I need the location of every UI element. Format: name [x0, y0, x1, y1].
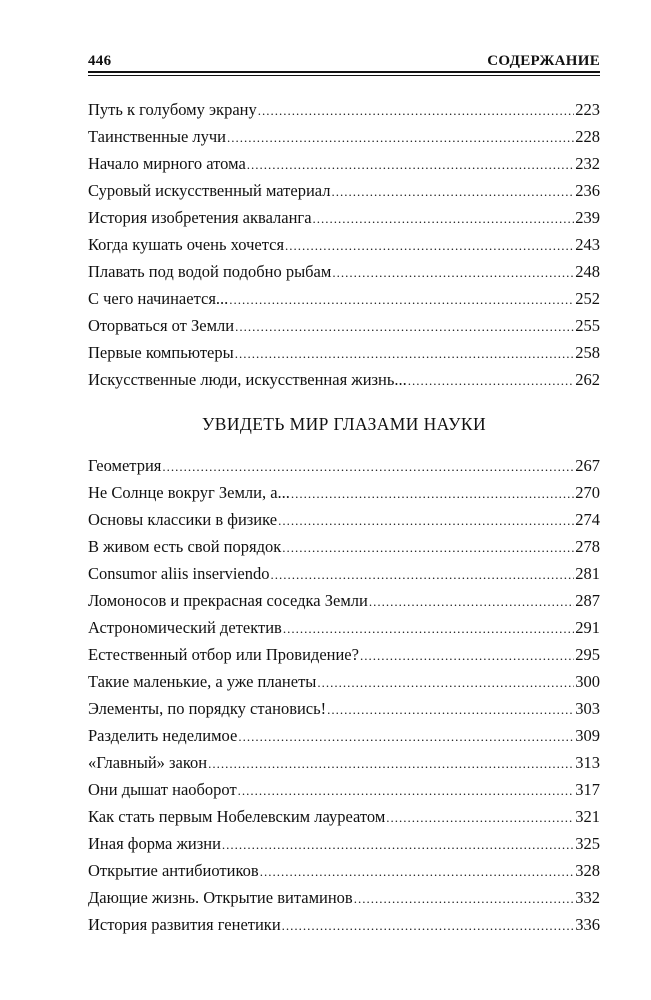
toc-entry-page: 274	[575, 510, 600, 529]
toc-entry	[88, 96, 600, 123]
toc-entry	[88, 452, 600, 479]
toc-entry-title: Оторваться от Земли	[88, 316, 235, 335]
toc-entry-title: Основы классики в физике	[88, 510, 278, 529]
toc-entry-page: 295	[575, 645, 600, 664]
toc-entry-page: 336	[575, 915, 600, 934]
toc-entry-title: Начало мирного атома	[88, 154, 246, 173]
toc-entry-page: 262	[575, 370, 600, 389]
dot-leader	[327, 696, 574, 723]
toc-entry	[88, 695, 600, 722]
page-number: 446	[88, 53, 112, 69]
section-heading: УВИДЕТЬ МИР ГЛАЗАМИ НАУКИ	[201, 414, 487, 434]
dot-leader	[260, 858, 575, 885]
toc-entry	[88, 803, 600, 830]
toc-entry-title: Искусственные люди, искусственная жизнь...	[88, 370, 407, 389]
header-rule-thick	[88, 71, 600, 73]
toc-entry-title: Астрономический детектив	[88, 618, 282, 637]
dot-leader	[285, 232, 574, 259]
dot-leader	[360, 642, 574, 669]
toc-entry-title: История изобретения акваланга	[88, 208, 312, 227]
toc-entry	[88, 857, 600, 884]
dot-leader	[162, 453, 574, 480]
toc-entry	[88, 749, 600, 776]
dot-leader	[229, 286, 574, 313]
toc-entry-page: 303	[575, 699, 600, 718]
toc-entry-page: 255	[575, 316, 600, 335]
toc-entry-title: Таинственные лучи	[88, 127, 227, 146]
dot-leader	[247, 151, 574, 178]
toc-entry-page: 313	[575, 753, 600, 772]
dot-leader	[258, 97, 575, 124]
dot-leader	[208, 750, 574, 777]
toc-entry-page: 321	[575, 807, 600, 826]
dot-leader	[278, 507, 574, 534]
dot-leader	[386, 804, 574, 831]
toc-entry-title: Плавать под водой подобно рыбам	[88, 262, 332, 281]
toc-entry	[88, 177, 600, 204]
dot-leader	[354, 885, 575, 912]
dot-leader	[235, 313, 574, 340]
toc-entry	[88, 533, 600, 560]
toc-entry-page: 232	[575, 154, 600, 173]
dot-leader	[369, 588, 574, 615]
toc-entry-title: Такие маленькие, а уже планеты	[88, 672, 317, 691]
toc-entry-page: 239	[575, 208, 600, 227]
toc-entry-page: 258	[575, 343, 600, 362]
toc-entry-page: 281	[575, 564, 600, 583]
toc-entry-title: Они дышат наоборот	[88, 780, 237, 799]
running-title: СОДЕРЖАНИЕ	[487, 53, 600, 69]
toc-entry-page: 317	[575, 780, 600, 799]
toc-entry-title: История развития генетики	[88, 915, 281, 934]
toc-entry	[88, 614, 600, 641]
toc-entry	[88, 258, 600, 285]
toc-entry-title: «Главный» закон	[88, 753, 208, 772]
toc-entry-title: Суровый искусственный материал	[88, 181, 331, 200]
toc-entry-title: С чего начинается...	[88, 289, 229, 308]
toc-entry-title: Открытие антибиотиков	[88, 861, 259, 880]
toc-entry-title: Иная форма жизни	[88, 834, 221, 853]
toc-entry	[88, 366, 600, 393]
dot-leader	[227, 124, 574, 151]
dot-leader	[331, 178, 574, 205]
toc-entry	[88, 560, 600, 587]
toc-entry-title: Путь к голубому экрану	[88, 100, 257, 119]
toc-group-2	[88, 452, 600, 938]
toc-entry-page: 248	[575, 262, 600, 281]
toc-entry-title: Ломоносов и прекрасная соседка Земли	[88, 591, 368, 610]
dot-leader	[408, 367, 574, 394]
toc-entry	[88, 776, 600, 803]
header-rule-thin	[88, 75, 600, 76]
toc-entry	[88, 285, 600, 312]
running-head	[88, 48, 600, 70]
dot-leader	[235, 340, 575, 367]
toc-entry	[88, 123, 600, 150]
toc-entry-title: Первые компьютеры	[88, 343, 234, 362]
toc-entry-page: 243	[575, 235, 600, 254]
toc-entry-title: Геометрия	[88, 456, 162, 475]
toc-entry	[88, 339, 600, 366]
toc-entry	[88, 479, 600, 506]
toc-entry-page: 228	[575, 127, 600, 146]
toc-entry-title: Дающие жизнь. Открытие витаминов	[88, 888, 353, 907]
toc-entry-page: 223	[575, 100, 600, 119]
toc-entry	[88, 830, 600, 857]
toc-entry	[88, 884, 600, 911]
toc-entry	[88, 506, 600, 533]
toc-entry-page: 332	[575, 888, 600, 907]
toc-entry	[88, 911, 600, 938]
toc-entry	[88, 150, 600, 177]
toc-entry-title: Естественный отбор или Провидение?	[88, 645, 359, 664]
toc-entry-page: 300	[575, 672, 600, 691]
dot-leader	[238, 723, 574, 750]
toc-entry-title: Разделить неделимое	[88, 726, 238, 745]
dot-leader	[283, 615, 574, 642]
toc-entry-page: 270	[575, 483, 600, 502]
toc-entry-page: 252	[575, 289, 600, 308]
toc-group-1	[88, 96, 600, 393]
dot-leader	[332, 259, 574, 286]
toc-entry-page: 291	[575, 618, 600, 637]
toc-entry-page: 328	[575, 861, 600, 880]
dot-leader	[282, 534, 574, 561]
dot-leader	[222, 831, 574, 858]
toc-entry-page: 236	[575, 181, 600, 200]
toc-entry	[88, 204, 600, 231]
toc-entry	[88, 641, 600, 668]
dot-leader	[291, 480, 574, 507]
toc-entry-title: В живом есть свой порядок	[88, 537, 282, 556]
toc-entry-page: 287	[575, 591, 600, 610]
dot-leader	[238, 777, 575, 804]
dot-leader	[282, 912, 575, 939]
toc-entry-title: Consumor aliis inserviendo	[88, 564, 270, 583]
toc-entry-title: Когда кушать очень хочется	[88, 235, 285, 254]
dot-leader	[317, 669, 574, 696]
table-of-contents	[88, 96, 600, 938]
toc-entry-title: Не Солнце вокруг Земли, а...	[88, 483, 290, 502]
toc-entry-page: 325	[575, 834, 600, 853]
toc-entry-page: 278	[575, 537, 600, 556]
toc-entry	[88, 722, 600, 749]
toc-entry	[88, 587, 600, 614]
dot-leader	[270, 561, 574, 588]
dot-leader	[313, 205, 575, 232]
toc-entry-title: Как стать первым Нобелевским лауреатом	[88, 807, 386, 826]
toc-entry-title: Элементы, по порядку становись!	[88, 699, 327, 718]
toc-entry-page: 309	[575, 726, 600, 745]
toc-entry	[88, 231, 600, 258]
toc-entry	[88, 668, 600, 695]
toc-entry	[88, 312, 600, 339]
toc-entry-page: 267	[575, 456, 600, 475]
